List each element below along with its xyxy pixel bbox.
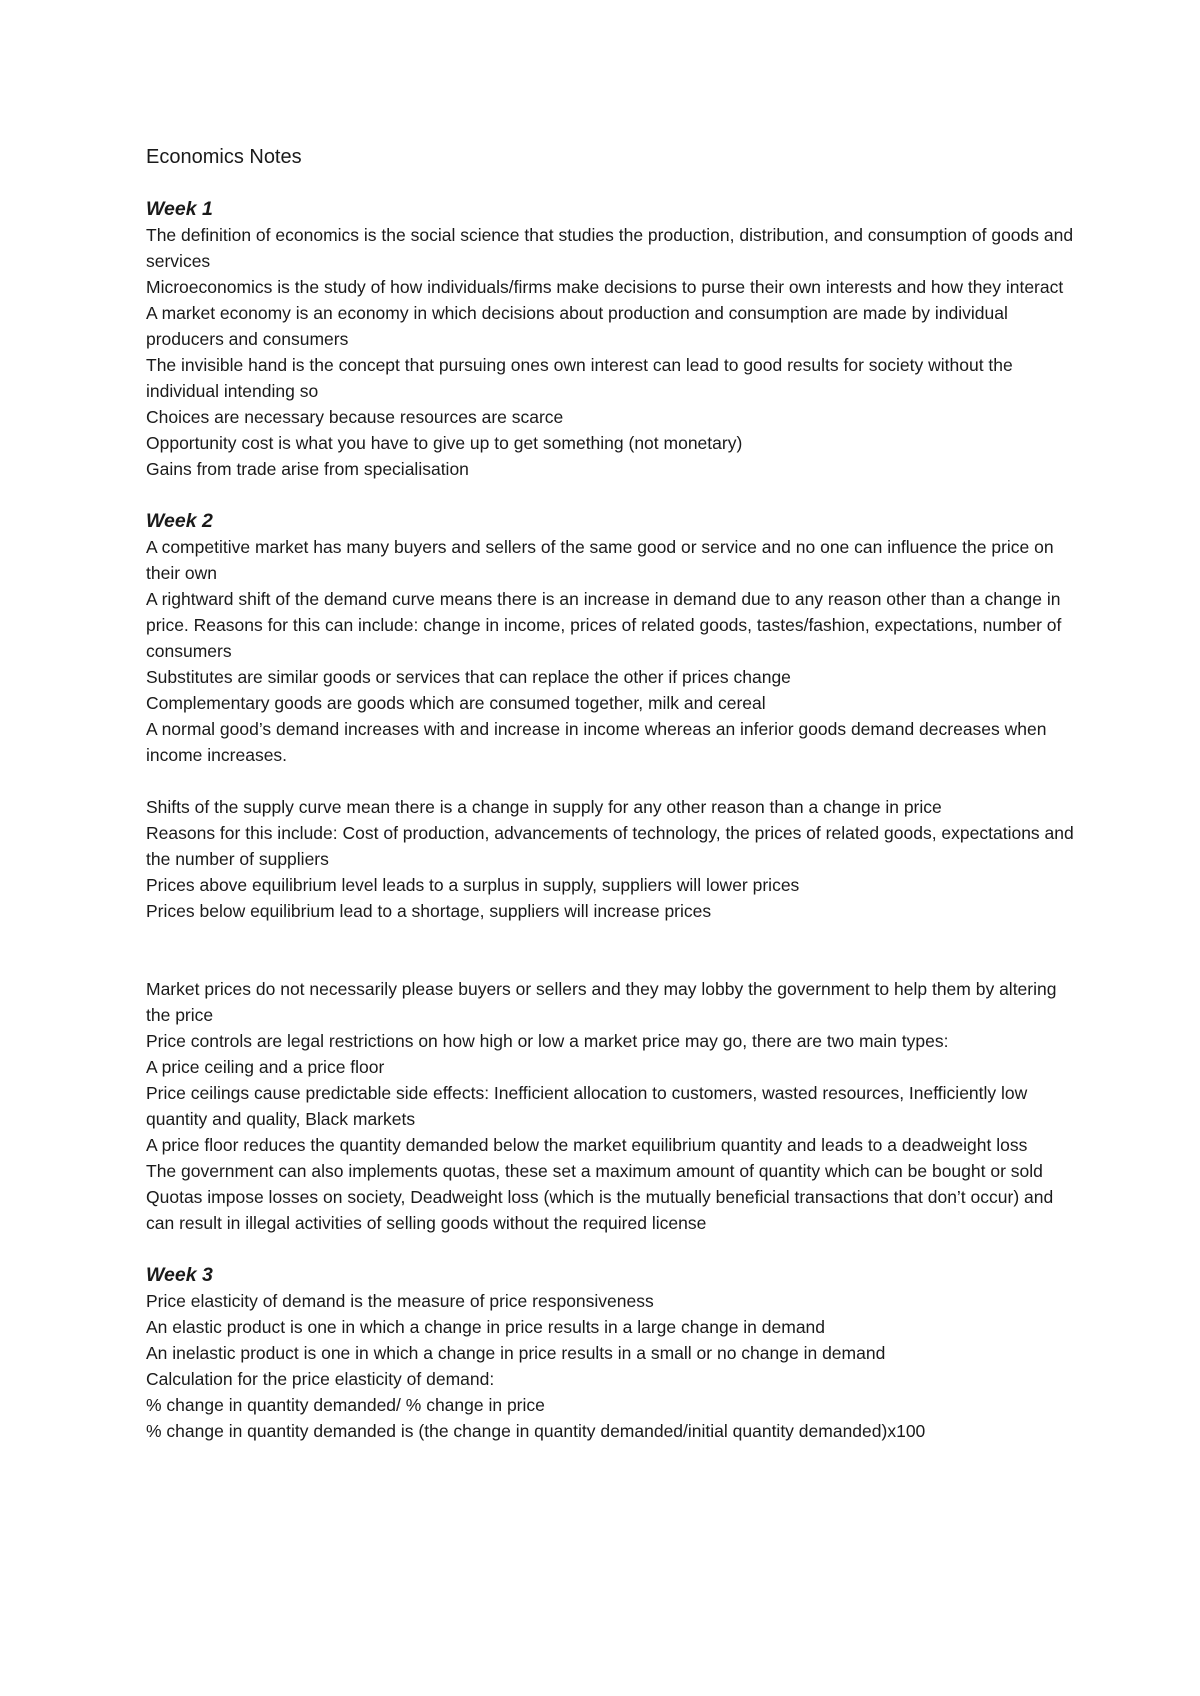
week2-line: The government can also implements quotas, these set a maximum amount of quantity which can be bought or sold [146,1161,1043,1181]
week1-line: Gains from trade arise from specialisation [146,459,469,479]
week2-line: A rightward shift of the demand curve means there is an increase in demand due to any reason other than a change in price. Reasons for this can include: change in income, prices of related goods, tastes/fashion, expectations, number of consumers [146,589,1062,661]
spacer [146,768,1076,794]
week1-line: A market economy is an economy in which decisions about production and consumption are made by individual producers and consumers [146,303,1008,349]
spacer [146,1236,1076,1262]
week2-section [146,508,1076,1236]
week1-line: Choices are necessary because resources are scarce [146,407,564,427]
week2-line: Shifts of the supply curve mean there is a change in supply for any other reason than a change in price [146,797,942,817]
week2-line: Substitutes are similar goods or services that can replace the other if prices change [146,667,791,687]
week3-line: An inelastic product is one in which a change in price results in a small or no change in demand [146,1343,886,1363]
week1-line: The definition of economics is the social science that studies the production, distribution, and consumption of goods and services [146,225,1074,271]
week3-line: % change in quantity demanded/ % change in price [146,1395,545,1415]
week2-line: Reasons for this include: Cost of production, advancements of technology, the prices of related goods, expectations and the number of suppliers [146,823,1074,869]
week2-line: Prices above equilibrium level leads to a surplus in supply, suppliers will lower prices [146,875,800,895]
week1-line: The invisible hand is the concept that pursuing ones own interest can lead to good results for society without the individual intending so [146,355,1013,401]
week1-line: Opportunity cost is what you have to give up to get something (not monetary) [146,433,743,453]
spacer [146,482,1076,508]
week2-line: A price ceiling and a price floor [146,1057,385,1077]
spacer [146,924,1076,976]
week3-heading: Week 3 [146,1264,213,1286]
week2-line: Prices below equilibrium lead to a shortage, suppliers will increase prices [146,901,712,921]
document-title: Economics Notes [146,146,302,168]
week2-line: Price controls are legal restrictions on how high or low a market price may go, there are two main types: [146,1031,949,1051]
week2-heading: Week 2 [146,510,213,532]
week1-section [146,196,1076,482]
week3-line: % change in quantity demanded is (the change in quantity demanded/initial quantity demanded)x100 [146,1421,926,1441]
week3-section [146,1262,1076,1444]
week2-line: Market prices do not necessarily please buyers or sellers and they may lobby the government to help them by altering the price [146,979,1057,1025]
week2-line: A price floor reduces the quantity demanded below the market equilibrium quantity and leads to a deadweight loss [146,1135,1028,1155]
week2-line: Complementary goods are goods which are consumed together, milk and cereal [146,693,766,713]
week2-line: A competitive market has many buyers and sellers of the same good or service and no one can influence the price on their own [146,537,1054,583]
document-body [146,144,1076,1444]
week3-line: An elastic product is one in which a change in price results in a large change in demand [146,1317,826,1337]
week1-line: Microeconomics is the study of how individuals/firms make decisions to purse their own interests and how they interact [146,277,1064,297]
week2-line: Price ceilings cause predictable side effects: Inefficient allocation to customers, wasted resources, Inefficiently low quantity and quality, Black markets [146,1083,1028,1129]
week1-heading: Week 1 [146,198,213,220]
week2-line: A normal good’s demand increases with and increase in income whereas an inferior goods demand decreases when income increases. [146,719,1047,765]
week3-line: Calculation for the price elasticity of demand: [146,1369,495,1389]
week3-line: Price elasticity of demand is the measure of price responsiveness [146,1291,654,1311]
week2-line: Quotas impose losses on society, Deadweight loss (which is the mutually beneficial transactions that don’t occur) and can result in illegal activities of selling goods without the required license [146,1187,1054,1233]
